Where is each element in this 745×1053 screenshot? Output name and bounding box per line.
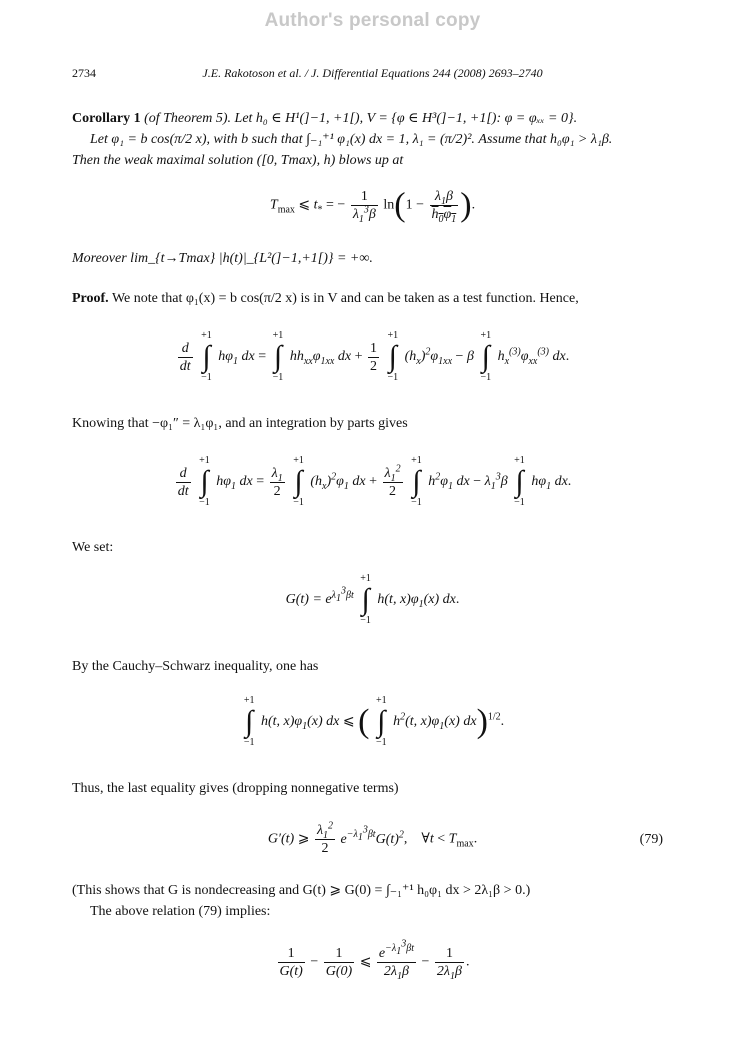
equation-final: $\frac{1}{G(t)}$ − $\frac{1}{G(0)}$ ⩽ $\frac{e^{-\lambda_1^3\beta t}}{2\lambda_1\beta}$ − $\frac{1}{2\lambda_1\beta}$ .: [279, 939, 470, 982]
we-set-line: We set:: [72, 540, 114, 555]
equation-G: $G(t) = e^{\lambda_1^3\beta t}$ +1 ∫ −1 h(t, $x)\varphi_1(x)$ dx.: [285, 573, 460, 626]
proof-label: Proof.: [72, 291, 109, 306]
moreover-line: Moreover lim_{t→Tmax} |h(t)|_{L²(]−1,+1[)} = +∞.: [72, 251, 373, 266]
corollary-line-1: [72, 108, 672, 129]
equation-ddt-2: $\frac{d}{dt}$ +1 ∫ −1 $h\varphi_1$ dx = $\frac{\lambda_1}{2}$ +1 ∫ −1 $(h_x)^2\varphi_1$ dx + $\frac{\lambda_1^2}{2}$ +1 ∫ −1 $h^2\varphi_1$ dx − $\lambda_1^3\beta$ +1 ∫ −1 $h\varphi_1$ dx.: [177, 455, 572, 508]
shows-line: (This shows that G is nondecreasing and G(t) ⩾ G(0) = ∫₋₁⁺¹ h₀φ₁ dx > 2λ₁β > 0.): [72, 883, 531, 898]
page-number: 2734: [72, 66, 96, 80]
watermark: Author's personal copy: [264, 10, 481, 31]
corollary-ref: (of Theorem 5).: [144, 111, 232, 126]
above-line: The above relation (79) implies:: [90, 904, 271, 919]
corollary-line-2: [90, 129, 690, 150]
equation-tmax: $T_{max}$ ⩽ $t_*$ = − $\frac{1}{\lambda_1^3\beta}$ ln(1 − $\frac{\lambda_1\beta}{h_0\varphi_1}$ ).: [269, 186, 476, 225]
equation-ddt-1: $\frac{d}{dt}$ +1 ∫ −1 $h\varphi_1$ dx = +1 ∫ −1 $hh_{xx}\varphi_{1xx}$ dx + $\frac{1}{2}$ +1 ∫ −1 $(h_x)^2\varphi_{1xx} - \beta$ +1 ∫ −1 $h_x^{(3)}\varphi_{xx}^{(3)}$ dx.: [179, 330, 570, 383]
frac-tmax-2: $\frac{\lambda_1\beta}{h_0\varphi_1}$: [431, 189, 457, 225]
corollary-label: Corollary 1: [72, 111, 141, 126]
equation-79: G′(t) ⩾ $\frac{\lambda_1^2}{2}$ $e^{-\lambda_1^3\beta t}G(t)^2$, ∀t < $T_{max}$.: [267, 820, 478, 856]
equation-cauchy-schwarz: +1 ∫ −1 h(t, $x)\varphi_1(x)$ dx ⩽ ( +1 ∫ −1 $h^2(t$, $x)\varphi_1(x)$ dx)$^{1/2}$.: [243, 695, 505, 748]
thus-line: Thus, the last equality gives (dropping nonnegative terms): [72, 781, 399, 796]
corollary-statement-2: Let φ₁ = b cos(π/2 x), with b such that ∫₋₁⁺¹ φ₁(x) dx = 1, λ₁ = (π/2)². Assume that h₀φ₁ > λ₁β.: [90, 132, 613, 147]
corollary-statement-1: Let h₀ ∈ H¹(]−1, +1[), V = {φ ∈ H³(]−1, +1[): φ = φₓₓ = 0}.: [234, 111, 578, 126]
cauchy-line: By the Cauchy–Schwarz inequality, one has: [72, 659, 319, 674]
running-head: J.E. Rakotoson et al. / J. Differential Equations 244 (2008) 2693–2740: [202, 66, 543, 80]
equation-number-79: (79): [639, 832, 663, 847]
knowing-line: Knowing that −φ₁″ = λ₁φ₁, and an integration by parts gives: [72, 416, 408, 431]
proof-body: We note that φ₁(x) = b cos(π/2 x) is in V and can be taken as a test function. Hence,: [111, 291, 579, 306]
frac-tmax-1: $\frac{1}{\lambda_1^3\beta}$: [352, 189, 376, 225]
proof-line: [72, 288, 672, 309]
corollary-line-3: [72, 150, 672, 171]
corollary-statement-3: Then the weak maximal solution ([0, Tmax), h) blows up at: [72, 153, 404, 168]
